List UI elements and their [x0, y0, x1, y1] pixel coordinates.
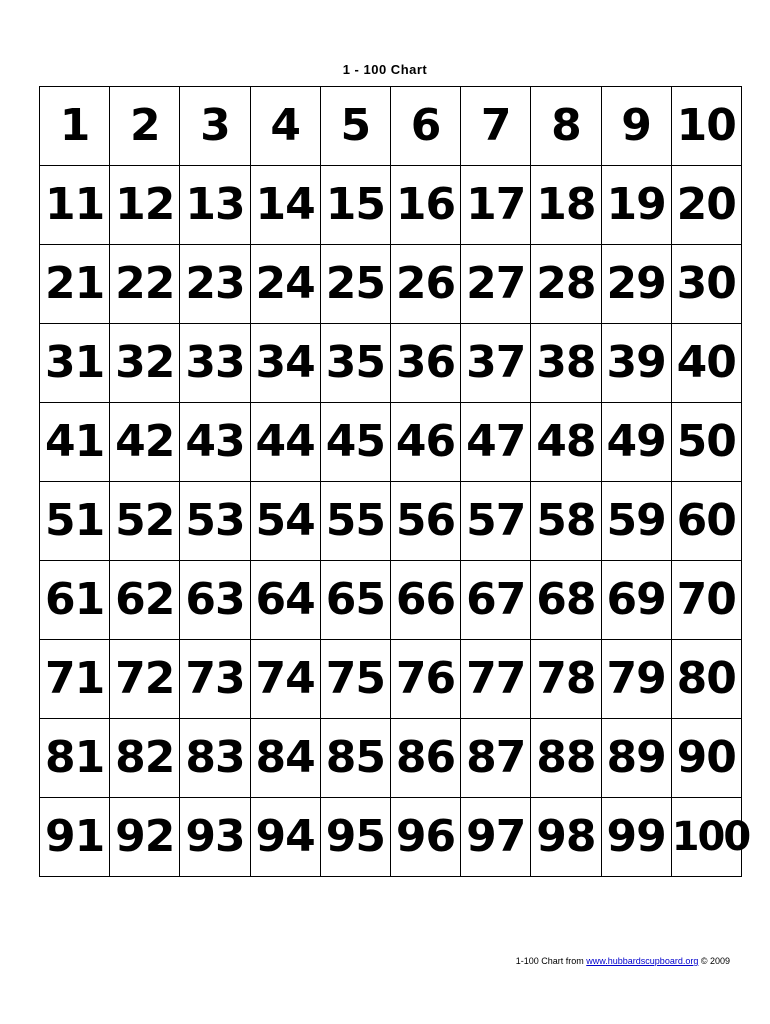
- chart-cell: 100: [671, 798, 741, 877]
- chart-cell: 76: [390, 640, 460, 719]
- chart-cell: 68: [531, 561, 601, 640]
- chart-cell: 35: [320, 324, 390, 403]
- chart-cell: 74: [250, 640, 320, 719]
- chart-cell: 1: [40, 87, 110, 166]
- chart-cell: 89: [601, 719, 671, 798]
- chart-cell: 63: [180, 561, 250, 640]
- chart-cell: 49: [601, 403, 671, 482]
- chart-cell: 7: [461, 87, 531, 166]
- chart-cell: 64: [250, 561, 320, 640]
- chart-cell: 47: [461, 403, 531, 482]
- chart-cell: 34: [250, 324, 320, 403]
- chart-cell: 41: [40, 403, 110, 482]
- chart-cell: 38: [531, 324, 601, 403]
- chart-cell: 79: [601, 640, 671, 719]
- table-row: [40, 640, 742, 719]
- chart-cell: 4: [250, 87, 320, 166]
- chart-cell: 15: [320, 166, 390, 245]
- chart-body: [40, 87, 750, 877]
- chart-cell: 25: [320, 245, 390, 324]
- chart-cell: 97: [461, 798, 531, 877]
- chart-cell: 8: [531, 87, 601, 166]
- chart-cell: 18: [531, 166, 601, 245]
- footer-credit: [516, 956, 730, 966]
- chart-cell: 92: [110, 798, 180, 877]
- chart-cell: 72: [110, 640, 180, 719]
- chart-cell: 31: [40, 324, 110, 403]
- chart-cell: 53: [180, 482, 250, 561]
- hundred-chart-container: [39, 86, 750, 877]
- chart-cell: 17: [461, 166, 531, 245]
- chart-cell: 3: [180, 87, 250, 166]
- chart-cell: 78: [531, 640, 601, 719]
- footer-link[interactable]: www.hubbardscupboard.org: [586, 956, 699, 966]
- chart-cell: 70: [671, 561, 741, 640]
- chart-cell: 82: [110, 719, 180, 798]
- chart-cell: 9: [601, 87, 671, 166]
- chart-cell: 20: [671, 166, 741, 245]
- chart-cell: 58: [531, 482, 601, 561]
- chart-cell: 2: [110, 87, 180, 166]
- chart-cell: 54: [250, 482, 320, 561]
- chart-cell: 33: [180, 324, 250, 403]
- chart-cell: 29: [601, 245, 671, 324]
- chart-cell: 36: [390, 324, 460, 403]
- chart-cell: 10: [671, 87, 741, 166]
- chart-cell: 45: [320, 403, 390, 482]
- chart-cell: 27: [461, 245, 531, 324]
- chart-cell: 91: [40, 798, 110, 877]
- chart-cell: 56: [390, 482, 460, 561]
- chart-cell: 67: [461, 561, 531, 640]
- chart-cell: 43: [180, 403, 250, 482]
- page-title: 1 - 100 Chart: [342, 62, 428, 77]
- chart-cell: 55: [320, 482, 390, 561]
- chart-cell: 23: [180, 245, 250, 324]
- table-row: [40, 324, 742, 403]
- chart-cell: 13: [180, 166, 250, 245]
- chart-cell: 62: [110, 561, 180, 640]
- footer-prefix: 1-100 Chart from: [515, 956, 587, 966]
- chart-cell: 19: [601, 166, 671, 245]
- chart-cell: 44: [250, 403, 320, 482]
- chart-cell: 99: [601, 798, 671, 877]
- chart-cell: 66: [390, 561, 460, 640]
- chart-cell: 59: [601, 482, 671, 561]
- chart-cell: 80: [671, 640, 741, 719]
- chart-cell: 32: [110, 324, 180, 403]
- chart-cell: 46: [390, 403, 460, 482]
- chart-cell: 57: [461, 482, 531, 561]
- chart-cell: 87: [461, 719, 531, 798]
- chart-cell: 52: [110, 482, 180, 561]
- hundred-chart-table: [39, 86, 750, 877]
- chart-cell: 14: [250, 166, 320, 245]
- chart-cell: 6: [390, 87, 460, 166]
- chart-cell: 60: [671, 482, 741, 561]
- chart-cell: 84: [250, 719, 320, 798]
- chart-cell: 51: [40, 482, 110, 561]
- chart-cell: 28: [531, 245, 601, 324]
- table-row: [40, 166, 742, 245]
- chart-cell: 61: [40, 561, 110, 640]
- chart-cell: 69: [601, 561, 671, 640]
- table-row: [40, 482, 742, 561]
- chart-cell: 83: [180, 719, 250, 798]
- chart-cell: 71: [40, 640, 110, 719]
- chart-cell: 93: [180, 798, 250, 877]
- chart-cell: 65: [320, 561, 390, 640]
- chart-cell: 86: [390, 719, 460, 798]
- chart-cell: 77: [461, 640, 531, 719]
- chart-cell: 5: [320, 87, 390, 166]
- table-row: [40, 403, 742, 482]
- chart-cell: 85: [320, 719, 390, 798]
- table-row: [40, 798, 742, 877]
- table-row: [40, 87, 742, 166]
- chart-cell: 48: [531, 403, 601, 482]
- chart-cell: 73: [180, 640, 250, 719]
- chart-cell: 95: [320, 798, 390, 877]
- chart-cell: 40: [671, 324, 741, 403]
- chart-cell: 22: [110, 245, 180, 324]
- chart-cell: 42: [110, 403, 180, 482]
- chart-cell: 26: [390, 245, 460, 324]
- chart-cell: 16: [390, 166, 460, 245]
- chart-cell: 24: [250, 245, 320, 324]
- table-row: [40, 245, 742, 324]
- table-row: [40, 719, 742, 798]
- chart-cell: 81: [40, 719, 110, 798]
- chart-cell: 94: [250, 798, 320, 877]
- footer-suffix: © 2009: [698, 956, 730, 966]
- table-row: [40, 561, 742, 640]
- chart-cell: 30: [671, 245, 741, 324]
- chart-cell: 37: [461, 324, 531, 403]
- chart-cell: 88: [531, 719, 601, 798]
- chart-cell: 21: [40, 245, 110, 324]
- chart-cell: 98: [531, 798, 601, 877]
- chart-cell: 11: [40, 166, 110, 245]
- chart-cell: 96: [390, 798, 460, 877]
- chart-cell: 75: [320, 640, 390, 719]
- chart-cell: 50: [671, 403, 741, 482]
- chart-cell: 90: [671, 719, 741, 798]
- chart-cell: 39: [601, 324, 671, 403]
- chart-cell: 12: [110, 166, 180, 245]
